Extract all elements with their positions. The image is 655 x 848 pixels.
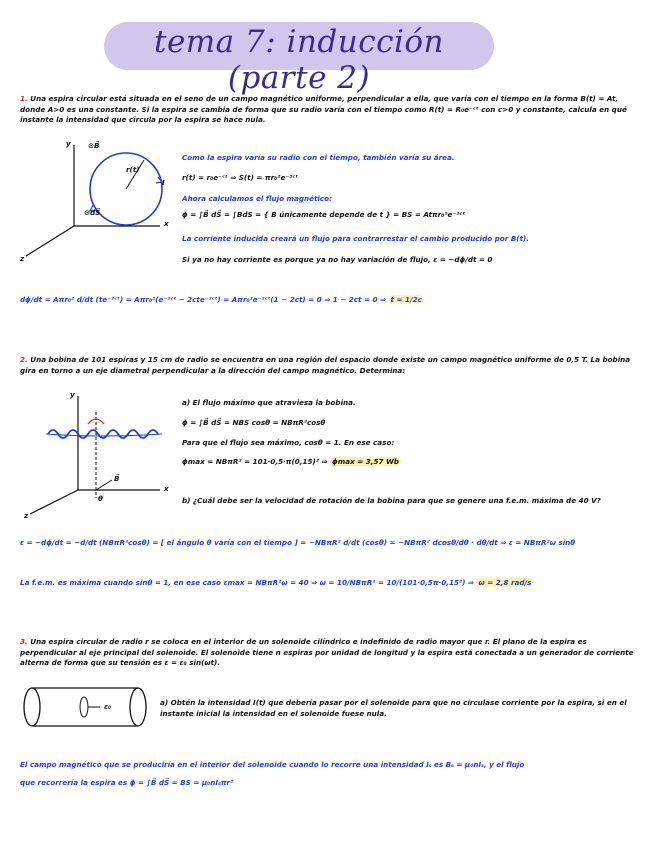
fig1-i-label: I (162, 178, 165, 187)
fig1-ds-label: ⊙dS⃗ (84, 208, 101, 217)
fig2-b-label: B⃗ (114, 474, 120, 483)
p1-line-3: Ahora calculamos el flujo magnético: (182, 194, 332, 203)
p2-a-flux: ϕ = ∫B⃗ dS⃗ = NBS cosθ = NBπR²cosθ (182, 418, 326, 427)
page-title: tema 7: inducción (parte 2) (153, 24, 444, 96)
p2-b-result: ω = 2,8 rad/s (478, 578, 532, 587)
p2-a-condition: Para que el flujo sea máximo, cosθ = 1. En ese caso: (182, 438, 395, 447)
fig1-b-label: ⊙B⃗ (88, 141, 100, 150)
problem-3-number: 3. (20, 637, 28, 646)
p2-b-question: b) ¿Cuál debe ser la velocidad de rotación de la bobina para que se genere una f.e.m. máxima de 40 V? (182, 496, 601, 505)
problem-2-number: 2. (20, 355, 28, 364)
p2-a-result: ϕmax = 3,57 Wb (332, 457, 400, 466)
p3-line-1: El campo magnético que se produciría en el interior del solenoide cuando lo recorre una intensidad Iₛ es Bₛ = μ₀nIₛ, y el flujo (20, 760, 525, 769)
p2-a-question: a) El flujo máximo que atraviesa la bobina. (182, 398, 356, 407)
p1-line-4: ϕ = ∫B⃗ dS⃗ = ∫BdS = { B únicamente depende de t } = BS = Atπr₀²e⁻²ᶜᵗ (182, 210, 466, 219)
fig1-r-label: r(t) (126, 165, 140, 174)
p2-a-formula: ϕmax = NBπR² = 101·0,5·π(0,15)² ⇒ (182, 457, 328, 466)
problem-1-text: Una espira circular está situada en el seno de un campo magnético uniforme, perpendicular a ella, que varía con el tiempo en la forma B(t) = At, donde A>0 es una constante. Si la espira se cambia de forma que su radio varía con el tiempo como R(t) = R₀e⁻ᶜᵗ con c>0 y constante, calcula en qué instante la intensidad que circula por la espira se hace nula. (20, 94, 627, 124)
fig2-theta-label: θ (98, 494, 103, 503)
p2-emf-line: ε = −dϕ/dt = −d/dt (NBπR²cosθ) = [ el ángulo θ varía con el tiempo ] = −NBπR² d/dt (cosθ) = −NBπR² dcosθ/dθ · dθ/dt ⇒ ε = NBπR²ω sinθ (20, 538, 576, 547)
p1-line-1: Como la espira varía su radio con el tiempo, también varía su área. (182, 153, 455, 162)
p3-line-2: que recorrería la espira es ϕ = ∫B⃗ dS⃗ = BS = μ₀nIₛπr² (20, 778, 234, 787)
fig2-z-label: z (24, 511, 29, 520)
problem-1-number: 1. (20, 94, 28, 103)
fig2-y-label: y (70, 390, 75, 399)
fig3-epsilon-label: ε₀ (104, 702, 112, 711)
fig2-x-label: x (164, 484, 169, 493)
problem-3-text: Una espira circular de radio r se coloca en el interior de un solenoide cilíndrico e indefinido de radio mayor que r. El plano de la espira es perpendicular al eje principal del solenoide. El solenoide tiene n espiras por unidad de longitud y la espira está conectada a un generador de corriente alterna de forma que su tensión es ε = ε₀ sin(ωt). (20, 637, 634, 667)
inner-loop (80, 697, 88, 717)
p1-line-2: r(t) = r₀e⁻ᶜᵗ ⇒ S(t) = πr₀²e⁻²ᶜᵗ (182, 173, 299, 182)
solenoid-left-end (24, 688, 40, 726)
problem-2-text: Una bobina de 101 espiras y 15 cm de radio se encuentra en una región del espacio donde existe un campo magnético uniforme de 0,5 T. La bobina gira en torno a un eje diametral perpendicular a la dirección del campo magnético. Determina: (20, 355, 631, 375)
p2-max-text: La f.e.m. es máxima cuando sinθ = 1, en ese caso εmax = NBπR²ω = 40 ⇒ ω = 10/NBπR² = 10/(101·0,5π·0,15²) ⇒ (20, 578, 474, 587)
fig1-x-label: x (164, 219, 169, 228)
p1-line-5: La corriente inducida creará un flujo para contrarrestar el cambio producido por B(t). (182, 234, 530, 243)
solenoid-right-end (130, 688, 146, 726)
p1-line-6: Si ya no hay corriente es porque ya no hay variación de flujo, ε = −dϕ/dt = 0 (182, 255, 493, 264)
p1-derivation-text: dϕ/dt = Aπr₀² d/dt (te⁻²ᶜᵗ) = Aπr₀²(e⁻²ᶜᵗ − 2cte⁻²ᶜᵗ) = Aπr₀²e⁻²ᶜᵗ(1 − 2ct) = 0 ⇒ 1 − 2ct = 0 ⇒ (20, 295, 387, 304)
p3-a-question: a) Obtén la intensidad I(t) que debería pasar por el solenoide para que no circulase corriente por la espira, si en el instante inicial la intensidad en el solenoide fuese nula. (160, 698, 627, 718)
p1-result: t = 1/2c (390, 295, 422, 304)
fig1-z-label: z (20, 254, 25, 263)
fig1-y-label: y (66, 139, 71, 148)
